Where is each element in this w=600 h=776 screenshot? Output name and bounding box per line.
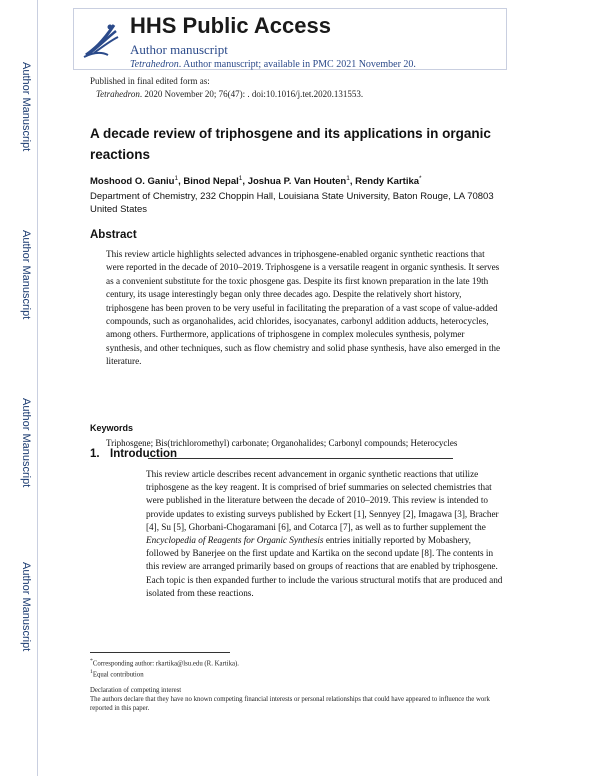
competing-interest-heading: Declaration of competing interest bbox=[90, 686, 182, 694]
author-mark: * bbox=[419, 175, 422, 182]
introduction-heading bbox=[90, 448, 177, 460]
side-label-author-manuscript: Author Manuscript bbox=[20, 230, 32, 320]
author-name: Binod Nepal bbox=[183, 176, 239, 188]
keywords-divider bbox=[148, 458, 453, 459]
hhs-title: HHS Public Access bbox=[130, 13, 331, 38]
hhs-note-journal: Tetrahedron bbox=[130, 59, 179, 70]
affiliation: Department of Chemistry, 232 Choppin Hall, Louisiana State University, Baton Rouge, LA 70803 United States bbox=[90, 191, 494, 215]
author-list: Moshood O. Ganiu$^1$, Binod Nepal$^1$, Joshua P. Van Houten$^1$, Rendy Kartika* bbox=[90, 175, 422, 188]
hhs-availability-note bbox=[130, 59, 416, 70]
section-title: Introduction bbox=[110, 448, 178, 460]
keywords-heading: Keywords bbox=[90, 423, 134, 433]
side-label-author-manuscript: Author Manuscript bbox=[20, 62, 32, 152]
author-mark: 1 bbox=[346, 175, 350, 182]
introduction-text bbox=[146, 468, 504, 600]
footnote-corresponding: *Corresponding author: rkartika@lsu.edu (R. Kartika). bbox=[90, 658, 239, 668]
author-name: Moshood O. Ganiu bbox=[90, 176, 175, 188]
hhs-eagle-logo-icon bbox=[80, 15, 122, 63]
footnote-equal-text: Equal contribution bbox=[92, 671, 144, 679]
abstract-heading: Abstract bbox=[90, 229, 137, 241]
hhs-note-rest: . Author manuscript; available in PMC 2021 November 20. bbox=[178, 59, 416, 70]
side-label-author-manuscript: Author Manuscript bbox=[20, 562, 32, 652]
footnote-corresponding-text: Corresponding author: rkartika@lsu.edu (R. Kartika). bbox=[92, 660, 239, 668]
published-label: Published in final edited form as: bbox=[90, 76, 210, 86]
author-name: Joshua P. Van Houten bbox=[247, 176, 347, 188]
keywords-text: Triphosgene; Bis(trichloromethyl) carbonate; Organohalides; Carbonyl compounds; Heterocycles bbox=[106, 438, 458, 448]
author-mark: 1 bbox=[174, 175, 179, 182]
footnote-equal: $^1$Equal contribution bbox=[90, 669, 144, 679]
intro-text-italic: Encyclopedia of Reagents for Organic Synthesis bbox=[146, 535, 324, 546]
author-name: Rendy Kartika bbox=[355, 176, 420, 188]
published-citation bbox=[96, 89, 363, 99]
footnotes bbox=[90, 657, 510, 714]
section-number: 1. bbox=[90, 448, 100, 460]
side-divider bbox=[37, 0, 38, 776]
author-mark: 1 bbox=[238, 175, 243, 182]
citation-journal: Tetrahedron bbox=[96, 89, 140, 99]
footnote-divider bbox=[90, 652, 230, 653]
abstract-text: This review article highlights selected advances in triphosgene-enabled organic synthetic reactions that were reported in the decade of 2010–2019. Triphosgene is a versatile reagent in organic synthesis. It serves as a convenient substitute for the toxic phosgene gas. Despite its first known preparation in the late 19th century, its usage interestingly began only three decades ago. Despite the relatively short history, triphosgene has been proven to be very useful in facilitating the preparation of a vast scope of value-added compounds, such as organohalides, acid chlorides, isocyanates, carbonyl addition adducts, heterocycles, among others. Furthermore, applications of triphosgene in complex molecules synthesis, polymer synthesis, and other techniques, such as flow chemistry and solid phase synthesis, have also emerged in the literature. bbox=[106, 249, 501, 367]
hhs-subtitle: Author manuscript bbox=[130, 42, 228, 57]
citation-details: . 2020 November 20; 76(47): . doi:10.1016/j.tet.2020.131553. bbox=[139, 89, 364, 99]
paper-title: A decade review of triphosgene and its applications in organic reactions bbox=[90, 126, 491, 162]
intro-text-part1: This review article describes recent advancement in organic synthetic reactions that utilize triphosgene as the key reagent. It is comprised of brief summaries on selected chemistries that were published in the literature between the decade of 2010–2019. This review is intended to provide updates to existing surveys published by Eckert [1], Sennyey [2], Imagawa [3], Bracher [4], Su [5], Ghorbani-Chogaramani [6], and Cotarca [7], as well as to further supplement the bbox=[146, 469, 499, 532]
hhs-header bbox=[73, 8, 507, 70]
intro-text-part2: entries initially reported by Mobashery, followed by Banerjee on the first update and Kartika on the second update [8]. The contents in this review are arranged primarily based on groups of reactions that are enabled by triphosgene. Each topic is then expanded further to include the various structural motifs that are produced and isolated from these reactions. bbox=[146, 535, 503, 598]
competing-interest-text: The authors declare that they have no known competing financial interests or personal relationships that could have appeared to influence the work reported in this paper. bbox=[90, 696, 490, 713]
side-label-author-manuscript: Author Manuscript bbox=[20, 398, 32, 488]
